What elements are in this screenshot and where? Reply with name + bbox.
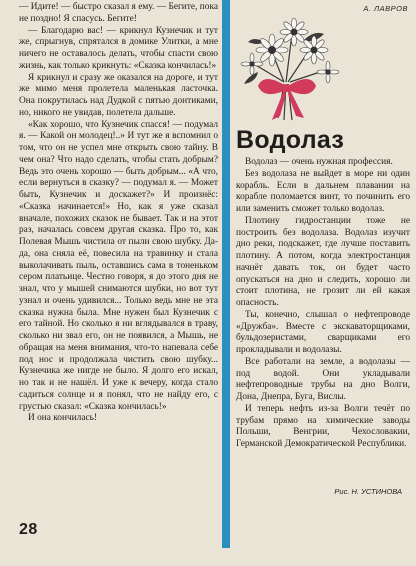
paragraph: Без водолаза не выйдет в море ни один корабль. Если в дальнем плавании на корабле поломается винт, то починить его или заменить сможет только водолаз. [236,168,410,214]
paragraph: И она кончилась! [28,413,98,424]
page-number: 28 [19,521,38,538]
article-text-column [236,157,410,487]
paragraph: — Благодарю вас! — крикнул Кузнечик и тут же, спрыгнув, спрятался в домике Улитки, а мне ничего не оставалось делать, чтобы спасти свою жизнь, как только крикнуть: «Сказка кончилась!» [19,25,218,71]
flower-bouquet-icon [234,12,346,124]
accent-bar [222,0,230,548]
paragraph: Я крикнул и сразу же оказался на дороге, и тут же мимо меня пролетела маленькая ласточка. Она покрутилась над Дудкой с пятью донтиками, но, никого не увидав, полетела дальше. [19,72,218,118]
article-title: Водолаз [236,126,345,154]
paragraph: Ты, конечно, слышал о нефтепроводе «Дружба». Вместе с экскаваторщиками, бульдозеристами, сварщиками его прокладывали и водолазы. [236,309,410,355]
author-name: А. ЛАВРОВ [363,4,408,13]
paragraph: «Как хорошо, что Кузнечик спасся! — подумал я. — Какой он молодец!..» И тут же я вспомнил о том, что он не успел мне открыть свою тайну. В чем она? Что надо сделать, чтобы стать добрым? Ведь это очень хорошо — быть добрым... «А что, если вернуться в сказку? — подумал я. — Может быть, Кузнечик и доскажет?» И произнёс: «Сказка начинается!» Но, как я уже сказал вначале, похожих сказок не бывает. Так и на этот раз, началась совсем другая сказка. Про то, как Полевая Мышь чистила от пыли свою шубку. Да-да, она сняла её, повесила на травинку и стала выколачивать пыль, оставшись сама в тоненьком сером платьице. Честно говоря, я до этого дня не знал, что у мышей снимаются шубки, но вот тут узнал и очень удивился... Только ведь мне не эта сказка нужна была. Мне нужен был Кузнечик с его тайной. Но сколько я ни вглядывался в траву, сколько ни звал его, он не появился, а Мышь, не обращая на меня внимания, что-то напевала себе под нос и продолжала чистить свою шубку... Кузнечика же нигде не было. Я долго его искал, но так и не нашёл. И уже к вечеру, когда стало садиться солнце и я понял, что не найду его, с грустью сказал: «Сказка кончилась!» [19,119,218,412]
paragraph: И теперь нефть из-за Волги течёт по трубам прямо на химические заводы Польши, Венгрии, Чехословакии, Германской Демократической Республики. [236,403,410,449]
story-text-column [19,2,218,522]
paragraph: Все работали на земле, а водолазы — под водой. Они укладывали нефтепроводные трубы на дно Волги, Дона, Днепра, Буга, Вислы. [236,356,410,402]
illustrator-credit: Рис. Н. УСТИНОВА [334,487,402,496]
paragraph: — Идите! — быстро сказал я ему. — Бегите, пока не поздно! Я спасусь. Бегите! [19,2,218,24]
paragraph: Плотину гидростанции тоже не построить без водолаза. Водолаз изучит дно реки, подскажет, где лучше поставить плотину. А потом, когда электростанция начнёт давать ток, он будет часто опускаться на дно и следить, хорошо ли стоит плотина, не грозит ли ей какая опасность. [236,215,410,308]
paragraph: Водолаз — очень нужная профессия. [245,157,393,167]
